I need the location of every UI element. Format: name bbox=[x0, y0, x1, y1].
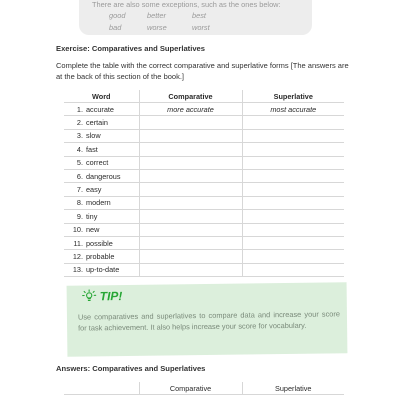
table-row bbox=[64, 250, 344, 263]
exception-base: bad bbox=[109, 23, 122, 32]
comparative-cell bbox=[139, 210, 242, 223]
superlative-cell bbox=[242, 250, 344, 263]
row-number: 5. bbox=[76, 158, 83, 168]
column-header-superlative: Superlative bbox=[242, 382, 344, 395]
comparative-cell bbox=[139, 116, 242, 129]
word-cell bbox=[64, 196, 139, 209]
exception-comparative: better bbox=[147, 11, 166, 20]
row-number: 9. bbox=[76, 211, 83, 221]
superlative-cell bbox=[242, 196, 344, 209]
comparative-cell: more accurate bbox=[139, 103, 242, 116]
exercise-heading: Exercise: Comparatives and Superlatives bbox=[56, 44, 205, 53]
answers-table bbox=[64, 382, 344, 395]
superlative-cell bbox=[242, 143, 344, 156]
exception-comparative: worse bbox=[147, 23, 167, 32]
superlative-cell bbox=[242, 236, 344, 249]
comparative-cell bbox=[139, 250, 242, 263]
row-number: 1. bbox=[76, 104, 83, 114]
word-text: dangerous bbox=[86, 171, 121, 181]
exception-superlative: worst bbox=[192, 23, 210, 32]
row-number: 6. bbox=[76, 171, 83, 181]
word-text: modern bbox=[86, 198, 111, 208]
word-text: probable bbox=[86, 251, 115, 261]
word-cell bbox=[64, 263, 139, 276]
lightbulb-icon bbox=[82, 289, 97, 303]
row-number: 4. bbox=[76, 144, 83, 154]
exercise-instructions: Complete the table with the correct comparative and superlative forms [The answers are at the back of this section of the book.] bbox=[56, 61, 349, 81]
superlative-cell bbox=[242, 156, 344, 169]
row-number: 7. bbox=[76, 185, 83, 195]
comparative-cell bbox=[139, 143, 242, 156]
word-text: fast bbox=[86, 144, 98, 154]
exception-superlative: best bbox=[192, 11, 206, 20]
exercise-table-header bbox=[64, 90, 344, 103]
word-text: correct bbox=[86, 158, 109, 168]
word-text: tiny bbox=[86, 211, 98, 221]
word-text: easy bbox=[86, 185, 102, 195]
table-row bbox=[64, 223, 344, 236]
exceptions-box bbox=[79, 0, 312, 35]
word-text: new bbox=[86, 225, 100, 235]
word-text: certain bbox=[86, 118, 108, 128]
comparative-cell bbox=[139, 156, 242, 169]
row-number: 12. bbox=[72, 251, 83, 261]
table-row bbox=[64, 236, 344, 249]
superlative-cell bbox=[242, 210, 344, 223]
exception-base: good bbox=[109, 11, 126, 20]
superlative-cell: most accurate bbox=[242, 103, 344, 116]
row-number: 3. bbox=[76, 131, 83, 141]
tip-box bbox=[67, 282, 348, 356]
table-row bbox=[64, 129, 344, 142]
row-number: 2. bbox=[76, 118, 83, 128]
word-cell bbox=[64, 250, 139, 263]
comparative-cell bbox=[139, 196, 242, 209]
table-row bbox=[64, 169, 344, 182]
word-cell bbox=[64, 116, 139, 129]
superlative-cell bbox=[242, 129, 344, 142]
word-cell bbox=[64, 169, 139, 182]
superlative-cell bbox=[242, 116, 344, 129]
word-cell bbox=[64, 156, 139, 169]
table-row bbox=[64, 210, 344, 223]
comparative-cell bbox=[139, 169, 242, 182]
row-number: 11. bbox=[73, 238, 83, 248]
word-cell bbox=[64, 223, 139, 236]
word-cell bbox=[64, 103, 139, 116]
row-number: 10. bbox=[72, 225, 83, 235]
tip-label: TIP! bbox=[99, 289, 123, 304]
row-number: 8. bbox=[76, 198, 83, 208]
answers-heading: Answers: Comparatives and Superlatives bbox=[56, 364, 206, 373]
word-cell bbox=[64, 143, 139, 156]
word-text: up-to-date bbox=[86, 265, 120, 275]
table-row bbox=[64, 116, 344, 129]
table-row bbox=[64, 263, 344, 276]
comparative-cell bbox=[139, 129, 242, 142]
table-row bbox=[64, 143, 344, 156]
table-row bbox=[64, 183, 344, 196]
comparative-cell bbox=[139, 223, 242, 236]
exceptions-intro: There are also some exceptions, such as the ones below: bbox=[92, 0, 281, 9]
superlative-cell bbox=[242, 263, 344, 276]
column-header-word bbox=[64, 382, 139, 395]
table-row bbox=[64, 156, 344, 169]
word-cell bbox=[64, 183, 139, 196]
column-header-comparative: Comparative bbox=[139, 382, 242, 395]
tip-header bbox=[82, 289, 123, 303]
word-text: accurate bbox=[86, 104, 114, 114]
table-row bbox=[64, 196, 344, 209]
row-number: 13. bbox=[72, 265, 83, 275]
answers-table-header bbox=[64, 382, 344, 395]
superlative-cell bbox=[242, 223, 344, 236]
comparative-cell bbox=[139, 236, 242, 249]
comparative-cell bbox=[139, 263, 242, 276]
column-header-word: Word bbox=[64, 90, 139, 103]
column-header-superlative: Superlative bbox=[242, 90, 344, 103]
word-cell bbox=[64, 236, 139, 249]
exercise-table bbox=[64, 90, 344, 277]
word-cell bbox=[64, 129, 139, 142]
column-header-comparative: Comparative bbox=[139, 90, 242, 103]
tip-text: Use comparatives and superlatives to compare data and increase your score for task achievement. It also helps increase your score for vocabulary. bbox=[77, 309, 340, 333]
comparative-cell bbox=[139, 183, 242, 196]
word-text: slow bbox=[86, 131, 101, 141]
superlative-cell bbox=[242, 183, 344, 196]
word-cell bbox=[64, 210, 139, 223]
word-text: possible bbox=[86, 238, 113, 248]
superlative-cell bbox=[242, 169, 344, 182]
table-row bbox=[64, 103, 344, 116]
